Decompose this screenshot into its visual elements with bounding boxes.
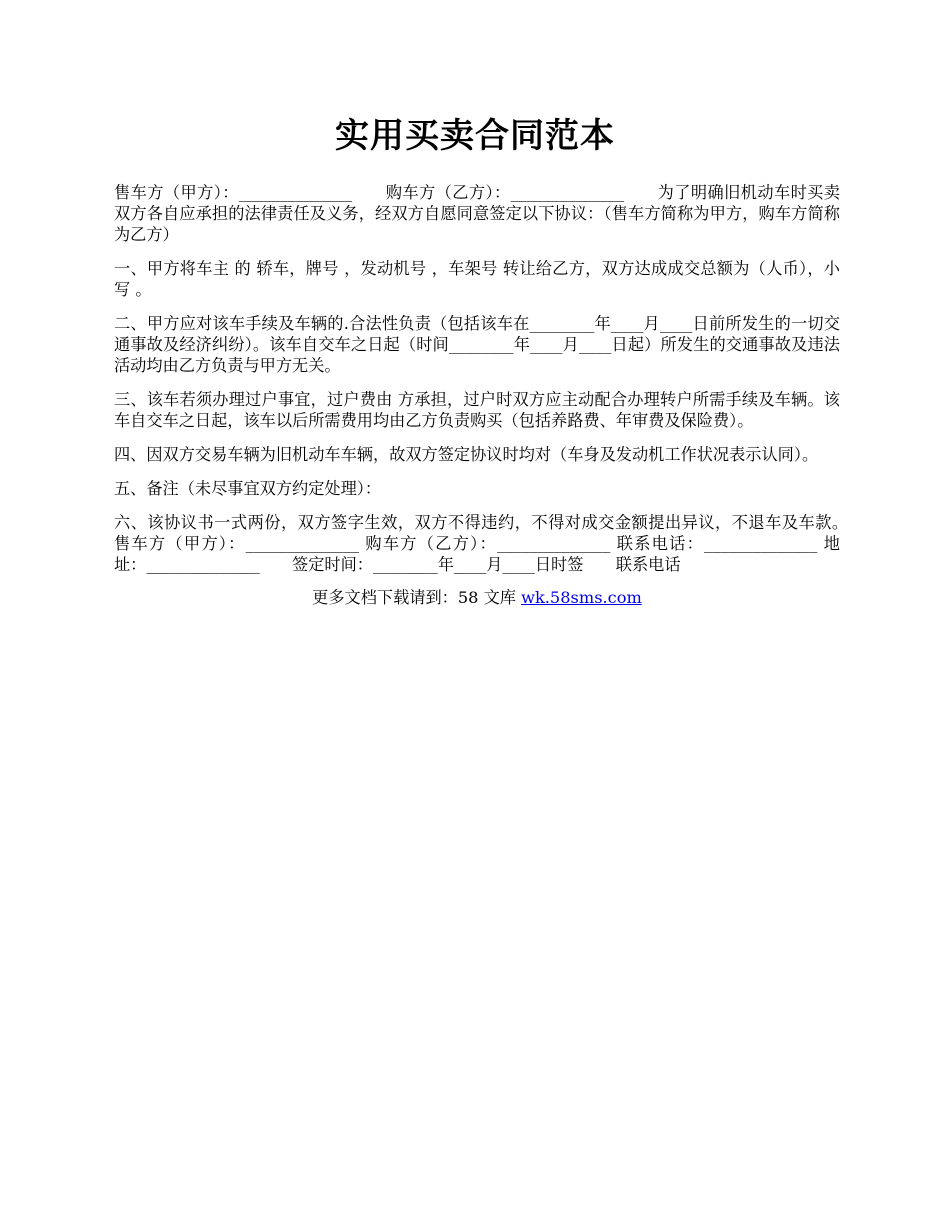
paragraph-clause-6: 六、该协议书一式两份，双方签字生效，双方不得违约，不得对成交金额提出异议，不退车及车款。 售车方（甲方）：______________ 购车方（乙方）：______________ 联系电话：______________ 地址：______________ 签定时间：________年____月____日时签 联系电话	[114, 513, 873, 574]
footer-text: 更多文档下载请到：58 文库	[312, 588, 522, 607]
paragraph-intro: 售车方（甲方）：______________ 购车方（乙方）：______________ 为了明确旧机动车时买卖双方各自应承担的法律责任及义务，经双方自愿同意签定以下协议：（售车方简称为甲方，购车方简称为乙方）	[114, 183, 840, 244]
paragraph-clause-2: 二、甲方应对该车手续及车辆的.合法性负责（包括该车在________年____月____日前所发生的一切交通事故及经济纠纷）。该车自交车之日起（时间________年____月____日起）所发生的交通事故及违法活动均由乙方负责与甲方无关。	[114, 314, 840, 375]
footer-link[interactable]: wk.58sms.com	[521, 588, 642, 607]
document-body	[114, 182, 873, 608]
paragraph-clause-4: 四、因双方交易车辆为旧机动车车辆，故双方签定协议时均对（车身及发动机工作状况表示认同）。	[114, 445, 819, 464]
download-footer	[114, 587, 840, 608]
paragraph-clause-1: 一、甲方将车主 的 轿车，牌号 ，发动机号 ，车架号 转让给乙方，双方达成成交总额为（人币），小写 。	[114, 259, 840, 299]
document-title: 实用买卖合同范本	[335, 116, 615, 156]
paragraph-clause-3: 三、该车若须办理过户事宜，过户费由 方承担，过户时双方应主动配合办理转户所需手续及车辆。该车自交车之日起，该车以后所需费用均由乙方负责购买（包括养路费、年审费及保险费）。	[114, 390, 840, 430]
paragraph-clause-5: 五、备注（未尽事宜双方约定处理）：	[114, 479, 382, 498]
